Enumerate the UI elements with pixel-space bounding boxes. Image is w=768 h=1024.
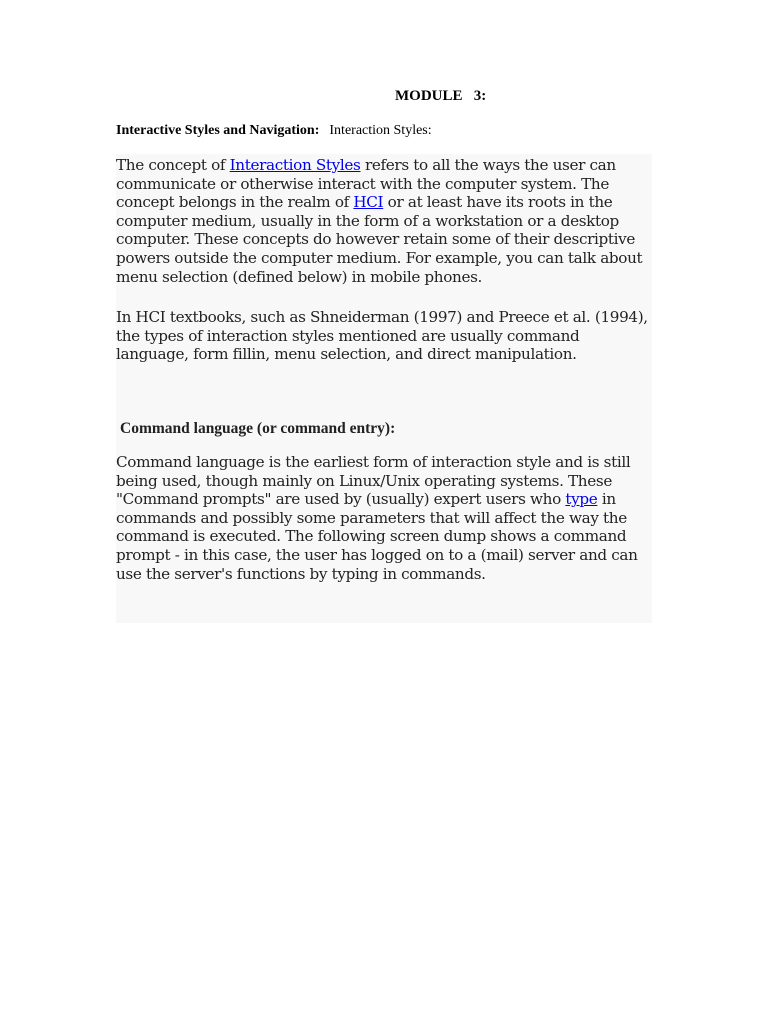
content-box bbox=[116, 154, 652, 623]
interaction-styles-link[interactable]: Interaction Styles bbox=[229, 156, 361, 174]
type-link[interactable]: type bbox=[565, 490, 598, 509]
paragraph-text: in commands and possibly some parameters that will affect the way the command is executed. The following screen dump shows a command prompt - in this case, the user has logged on to a (mail) server and can use the server's functions by typing in commands. bbox=[116, 490, 638, 583]
section-heading-command-language: Command language (or command entry): bbox=[120, 420, 396, 437]
subtitle-heading: Interactive Styles and Navigation: bbox=[116, 123, 320, 138]
paragraph-interaction-styles bbox=[116, 156, 652, 286]
paragraph-command-language bbox=[116, 453, 652, 583]
paragraph-text: refers to all the ways the user can communicate or otherwise interact with the computer system. The concept belongs in the realm of bbox=[116, 156, 616, 212]
paragraph-text: The concept of bbox=[116, 156, 230, 174]
subtitle-topic: Interaction Styles: bbox=[329, 123, 432, 138]
subtitle-line bbox=[116, 123, 432, 139]
paragraph-text: Command language is the earliest form of interaction style and is still being used, though mainly on Linux/Unix operating systems. These "Command prompts" are used by (usually) expert users who bbox=[116, 453, 631, 509]
paragraph-hci-textbooks: In HCI textbooks, such as Shneiderman (1997) and Preece et al. (1994), the types of interaction styles mentioned are usually command language, form fillin, menu selection, and direct manipulation. bbox=[116, 308, 648, 364]
paragraph-text: or at least have its roots in the computer medium, usually in the form of a workstation or a desktop computer. These concepts do however retain some of their descriptive powers outside the computer medium. For example, you can talk about menu selection (defined below) in mobile phones. bbox=[116, 193, 643, 286]
hci-link[interactable]: HCI bbox=[353, 193, 384, 212]
module-title: MODULE 3: bbox=[395, 88, 487, 104]
